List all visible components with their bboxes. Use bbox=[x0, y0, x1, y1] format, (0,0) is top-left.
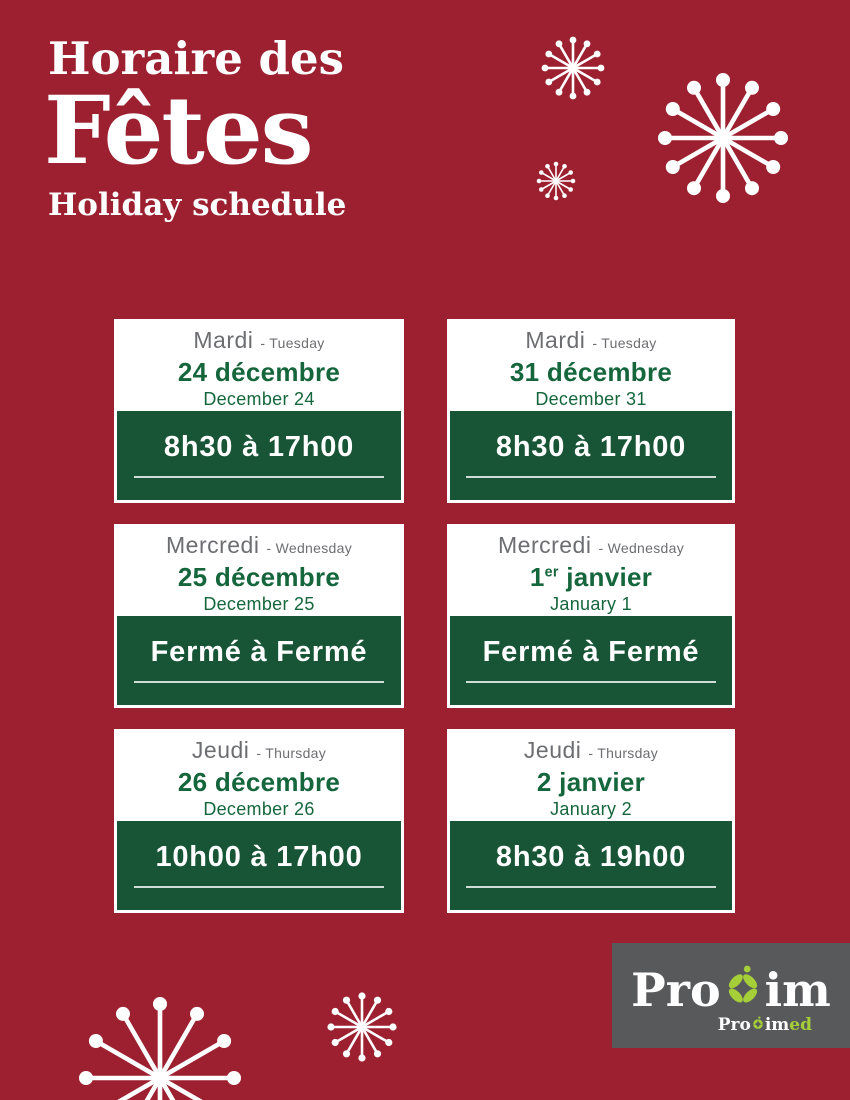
brand-text-post: im bbox=[764, 962, 831, 1017]
hours-underline bbox=[134, 476, 384, 478]
hours-panel bbox=[117, 616, 401, 705]
leaf-x-icon bbox=[722, 964, 764, 1006]
snowflake-icon bbox=[79, 997, 241, 1100]
day-line bbox=[525, 326, 657, 353]
sub-brand-mid: im bbox=[764, 1014, 790, 1035]
day-name-english: - Tuesday bbox=[592, 334, 657, 351]
schedule-card-4 bbox=[447, 524, 735, 708]
hours-panel bbox=[117, 821, 401, 910]
proxim-wordmark bbox=[631, 962, 831, 1017]
day-line bbox=[498, 531, 684, 558]
card-date-panel bbox=[114, 729, 404, 821]
hours-text: 10h00 à 17h00 bbox=[155, 841, 363, 873]
date-french: 31 décembre bbox=[509, 356, 673, 387]
schedule-card-1 bbox=[114, 319, 404, 503]
title-english: Holiday schedule bbox=[48, 187, 347, 224]
title-block bbox=[44, 32, 347, 224]
hours-underline bbox=[466, 681, 716, 683]
hours-text: 8h30 à 17h00 bbox=[163, 431, 355, 463]
sub-brand-suffix: ed bbox=[789, 1014, 812, 1035]
date-english: January 1 bbox=[550, 593, 632, 614]
day-line bbox=[193, 326, 325, 353]
title-french-line2: Fêtes bbox=[44, 76, 312, 186]
day-name-french: Mardi bbox=[525, 326, 586, 353]
day-name-english: - Thursday bbox=[256, 744, 327, 761]
schedule-card-6 bbox=[447, 729, 735, 913]
hours-panel bbox=[450, 821, 732, 910]
hours-underline bbox=[134, 886, 384, 888]
schedule-card-2 bbox=[447, 319, 735, 503]
date-french: 1er janvier bbox=[529, 561, 653, 592]
proximed-wordmark bbox=[718, 1016, 812, 1034]
brand-text-pre: Pro bbox=[631, 962, 721, 1017]
day-name-english: - Wednesday bbox=[266, 539, 352, 556]
hours-underline bbox=[134, 681, 384, 683]
snowflake-icon bbox=[542, 37, 605, 100]
day-name-french: Mercredi bbox=[498, 531, 592, 558]
hours-underline bbox=[466, 886, 716, 888]
card-date-panel bbox=[447, 524, 735, 616]
hours-text: 8h30 à 17h00 bbox=[495, 431, 687, 463]
date-english: December 26 bbox=[203, 798, 315, 819]
hours-underline bbox=[466, 476, 716, 478]
proxim-logo-box bbox=[612, 943, 850, 1048]
date-english: January 2 bbox=[550, 798, 632, 819]
card-date-panel bbox=[447, 729, 735, 821]
schedule-cards-grid bbox=[114, 319, 735, 913]
card-date-panel bbox=[114, 524, 404, 616]
hours-panel bbox=[450, 411, 732, 500]
card-date-panel bbox=[114, 319, 404, 411]
day-name-english: - Wednesday bbox=[598, 539, 684, 556]
day-line bbox=[191, 736, 327, 763]
day-name-english: - Tuesday bbox=[260, 334, 325, 351]
card-date-panel bbox=[447, 319, 735, 411]
schedule-card-5 bbox=[114, 729, 404, 913]
title-french-line1: Horaire des bbox=[48, 32, 344, 85]
date-french: 24 décembre bbox=[177, 356, 341, 387]
date-english: December 24 bbox=[203, 388, 315, 409]
snowflake-icon bbox=[327, 992, 396, 1061]
day-line bbox=[166, 531, 352, 558]
day-name-french: Mardi bbox=[193, 326, 254, 353]
hours-panel bbox=[117, 411, 401, 500]
snowflake-icon bbox=[658, 73, 788, 203]
leaf-x-icon bbox=[751, 1016, 765, 1030]
day-name-english: - Thursday bbox=[588, 744, 659, 761]
day-line bbox=[523, 736, 659, 763]
date-french: 2 janvier bbox=[536, 766, 646, 797]
hours-text: Fermé à Fermé bbox=[150, 636, 368, 668]
schedule-card-3 bbox=[114, 524, 404, 708]
date-french: 26 décembre bbox=[177, 766, 341, 797]
date-english: December 31 bbox=[535, 388, 647, 409]
day-name-french: Mercredi bbox=[166, 531, 260, 558]
hours-text: 8h30 à 19h00 bbox=[495, 841, 687, 873]
snowflake-icon bbox=[537, 162, 576, 201]
sub-brand-pre: Pro bbox=[717, 1014, 751, 1035]
day-name-french: Jeudi bbox=[523, 736, 582, 763]
date-english: December 25 bbox=[203, 593, 315, 614]
hours-text: Fermé à Fermé bbox=[482, 636, 700, 668]
date-french: 25 décembre bbox=[177, 561, 341, 592]
day-name-french: Jeudi bbox=[191, 736, 250, 763]
hours-panel bbox=[450, 616, 732, 705]
